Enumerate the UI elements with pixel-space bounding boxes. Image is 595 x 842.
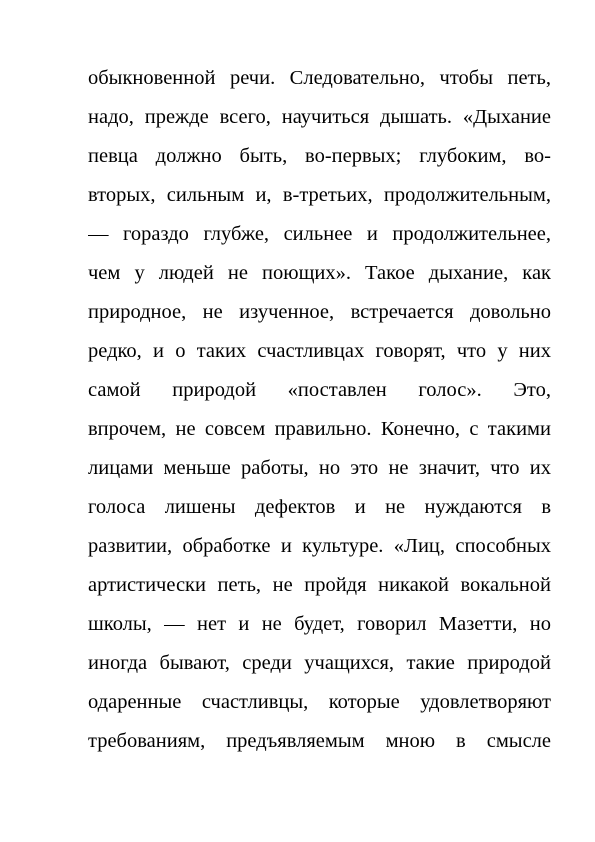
text-line: артистически петь, не пройдя никакой вокальной [88,574,551,596]
body-paragraph [88,59,551,761]
text-line: природное, не изученное, встречается довольно [88,301,551,323]
text-line: самой природой «поставлен голос». Это, [88,379,551,401]
text-line: впрочем, не совсем правильно. Конечно, с такими [88,418,551,440]
text-line: вторых, сильным и, в-третьих, продолжительным, [88,184,551,206]
text-line: — гораздо глубже, сильнее и продолжительнее, [88,223,551,245]
text-line: развитии, обработке и культуре. «Лиц, способных [88,535,551,557]
text-line: школы, — нет и не будет, говорил Мазетти, но [88,613,551,635]
text-line: голоса лишены дефектов и не нуждаются в [88,496,551,518]
text-line: обыкновенной речи. Следовательно, чтобы петь, [88,67,551,89]
text-line: надо, прежде всего, научиться дышать. «Дыхание [88,106,551,128]
text-line: певца должно быть, во-первых; глубоким, во- [88,145,551,167]
text-line: иногда бывают, среди учащихся, такие природой [88,652,551,674]
text-line: чем у людей не поющих». Такое дыхание, как [88,262,551,284]
text-line: лицами меньше работы, но это не значит, что их [88,457,551,479]
text-line: одаренные счастливцы, которые удовлетворяют [88,691,551,713]
text-line: требованиям, предъявляемым мною в смысле [88,730,551,752]
text-line: редко, и о таких счастливцах говорят, что у них [88,340,551,362]
